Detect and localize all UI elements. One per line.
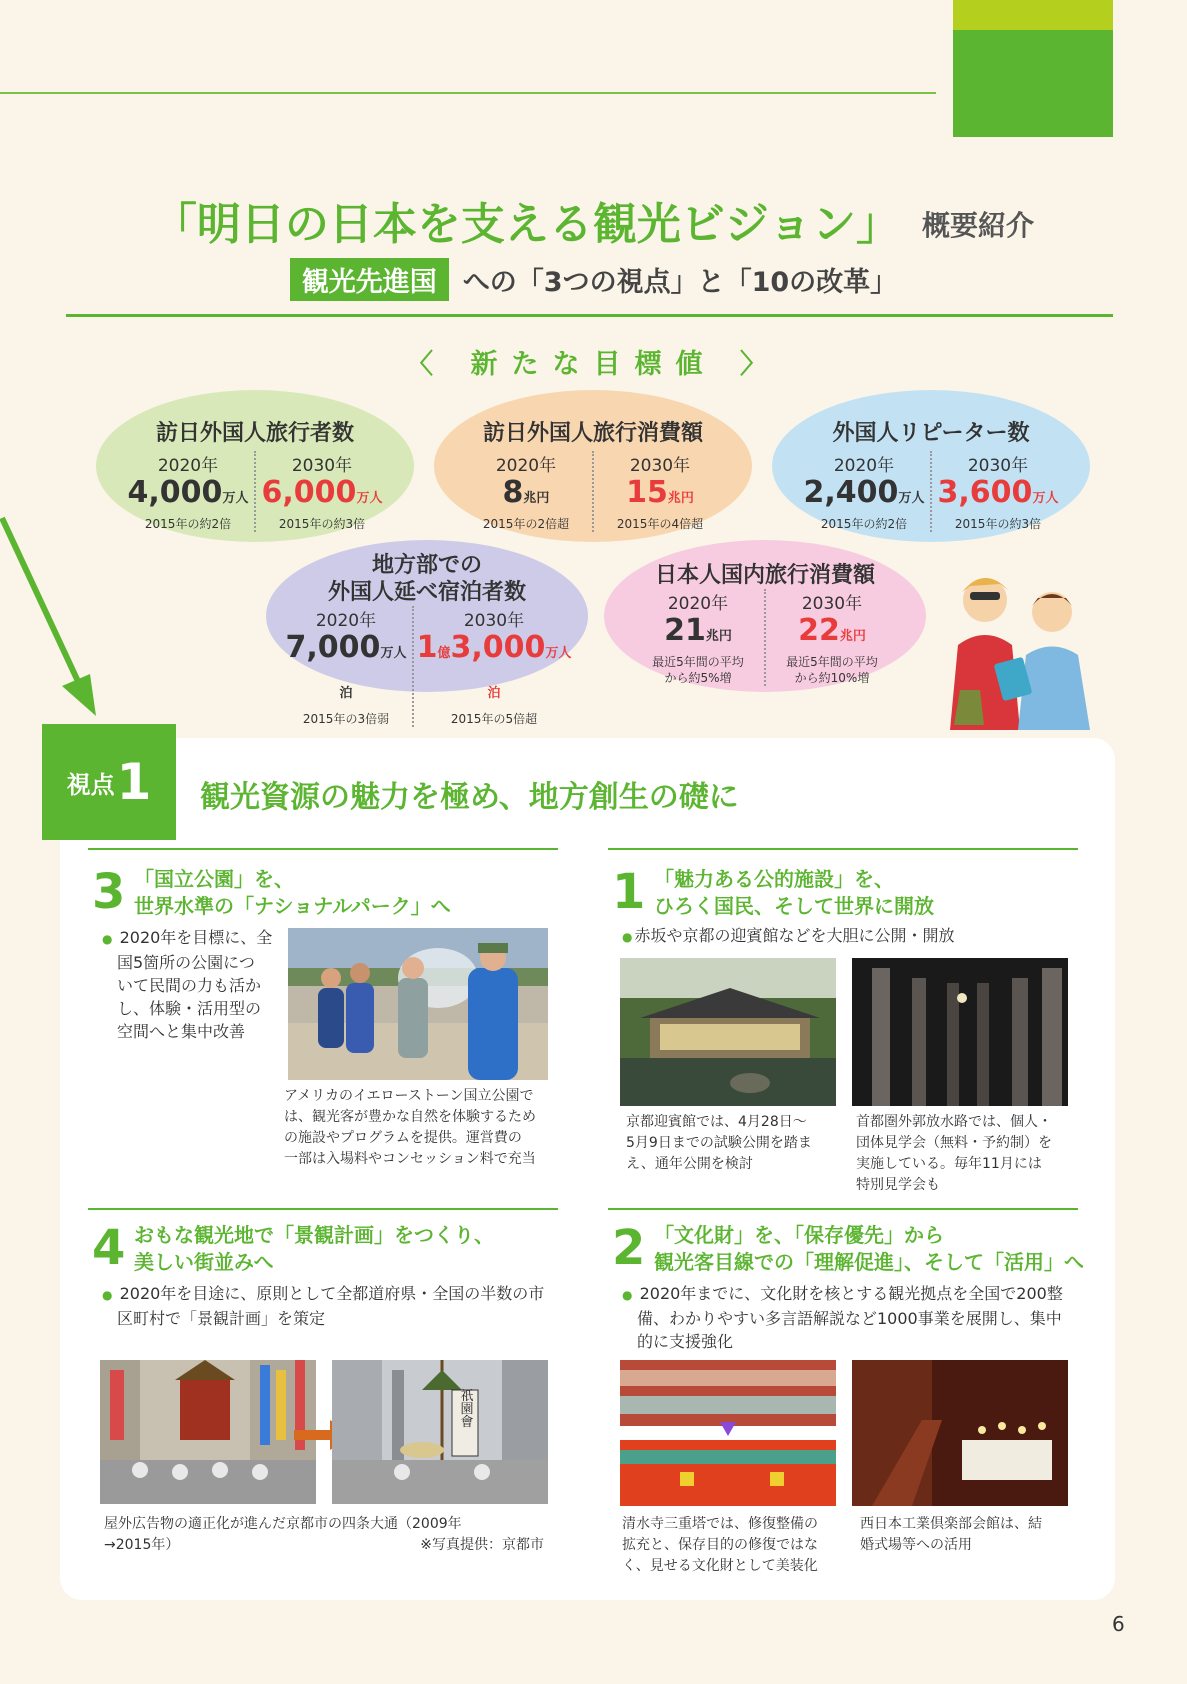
bullet-text — [622, 1282, 1092, 1353]
year: 2030年 — [463, 611, 525, 631]
year: 2020年 — [315, 611, 377, 631]
section-number: 3 — [92, 864, 126, 920]
goal-label: 訪日外国人旅行者数 — [155, 421, 354, 446]
caption-line: アメリカのイエローストーン国立公園で — [284, 1088, 534, 1104]
caption-line: 団体見学会（無料・予約制）を — [856, 1135, 1052, 1151]
bullet-text — [102, 926, 282, 1043]
unit: 万人泊 — [339, 646, 407, 701]
caption-line: は、観光客が豊かな自然を体験するため — [284, 1109, 536, 1125]
value: 8 — [502, 475, 524, 510]
page-number: 6 — [1112, 1612, 1125, 1636]
caption-line: 婚式場等への活用 — [860, 1537, 972, 1553]
subtitle-text: への「3つの視点」と「10の改革」 — [462, 267, 898, 298]
shijo-street-2015-photo — [332, 1360, 548, 1504]
year: 2030年 — [291, 456, 353, 476]
unit: 兆円 — [705, 629, 732, 644]
value: 1 — [416, 630, 438, 665]
viewpoint-number: 1 — [116, 753, 152, 811]
bullet-line: 的に支援強化 — [637, 1332, 734, 1351]
caption — [622, 1514, 842, 1577]
title-line: ひろく国民、そして世界に開放 — [654, 894, 934, 918]
note: 2015年の約3倍 — [954, 517, 1042, 531]
bullet-line: 2020年を目標に、全 — [119, 928, 273, 947]
bullet-text: ● 赤坂や京都の迎賓館などを大胆に公開・開放 — [622, 924, 1082, 949]
note: 最近5年間の平均 — [652, 655, 744, 669]
value: 3,000 — [450, 630, 546, 665]
goal-spending — [434, 390, 752, 542]
note: 最近5年間の平均 — [786, 655, 878, 669]
section-title — [134, 866, 451, 920]
section-number: 1 — [612, 864, 646, 920]
unit: 兆円 — [523, 491, 550, 506]
note: 2015年の約2倍 — [144, 517, 232, 531]
title-line: 「魅力ある公的施設」を、 — [654, 867, 894, 891]
goal-label: 外国人延べ宿泊者数 — [327, 580, 526, 605]
value: 2,400 — [803, 475, 899, 510]
section-rule — [608, 848, 1078, 850]
title-text: 「明日の日本を支える観光ビジョン」 — [152, 199, 901, 250]
value: 4,000 — [127, 475, 223, 510]
bullet-line: し、体験・活用型の — [117, 999, 262, 1018]
club-hall-photo — [852, 1360, 1068, 1506]
caption-line: く、見せる文化財として美装化 — [622, 1558, 818, 1574]
unit: 万人 — [222, 491, 249, 506]
section-rule — [88, 1208, 558, 1210]
goal-label: 日本人国内旅行消費額 — [654, 563, 875, 588]
caption-line: 屋外広告物の適正化が進んだ京都市の四条大通（2009年 — [104, 1516, 462, 1532]
caption-line: 西日本工業倶楽部会館は、結 — [860, 1516, 1042, 1532]
caption-line: →2015年） — [104, 1537, 180, 1553]
note: 2015年の約2倍 — [820, 517, 908, 531]
unit: 兆円 — [667, 491, 694, 506]
goal-visitors — [96, 390, 414, 542]
bullet-line: 2020年を目途に、原則として全都道府県・全国の半数の市 — [119, 1284, 545, 1303]
value: 22 — [798, 613, 840, 648]
goal-label: 外国人リピーター数 — [832, 421, 1030, 446]
note: 2015年の4倍超 — [616, 517, 704, 531]
value: 21 — [664, 613, 706, 648]
title-divider — [66, 314, 1113, 317]
section-title — [654, 1222, 1084, 1276]
goal-repeaters — [772, 390, 1090, 542]
note: 2015年の3倍弱 — [302, 712, 390, 726]
section-rule — [608, 1208, 1078, 1210]
caption-line: 京都迎賓館では、4月28日～ — [626, 1114, 807, 1130]
unit: 万人 — [1032, 491, 1059, 506]
bullet-line: 区町村で「景観計画」を策定 — [117, 1309, 326, 1328]
badge: 観光先進国 — [290, 258, 449, 301]
corner-accent — [953, 0, 1113, 30]
title-line: 世界水準の「ナショナルパーク」へ — [134, 894, 451, 918]
unit: 億 — [437, 646, 451, 661]
year: 2020年 — [667, 594, 729, 614]
caption — [284, 1086, 564, 1170]
goal-regional-stays — [266, 540, 588, 726]
unit: 万人 — [356, 491, 383, 506]
year: 2020年 — [495, 456, 557, 476]
caption-line: の施設やプログラムを提供。運営費の — [284, 1130, 522, 1146]
shijo-street-2009-photo — [100, 1360, 316, 1504]
goal-label: 地方部での — [371, 553, 482, 578]
note: 2015年の5倍超 — [450, 712, 538, 726]
page-subtitle — [0, 258, 1187, 301]
title-line: 「国立公園」を、 — [134, 867, 294, 891]
unit: 兆円 — [839, 629, 866, 644]
title-line: おもな観光地で「景観計画」をつくり、 — [134, 1223, 494, 1247]
goal-domestic-spending — [604, 540, 926, 692]
viewpoint-title: 観光資源の魅力を極め、地方創生の礎に — [200, 780, 739, 815]
note: 2015年の2倍超 — [482, 517, 570, 531]
tourists-illustration — [940, 560, 1100, 730]
caption-line: 実施している。毎年11月には — [856, 1156, 1042, 1172]
year: 2030年 — [967, 456, 1029, 476]
section-number: 4 — [92, 1220, 126, 1276]
year: 2020年 — [833, 456, 895, 476]
arrow-icon — [0, 510, 110, 720]
viewpoint-badge — [42, 724, 176, 840]
year: 2030年 — [629, 456, 691, 476]
title-line: 観光客目線での「理解促進」、そして「活用」へ — [654, 1250, 1084, 1274]
photo-credit: ※写真提供：京都市 — [420, 1537, 544, 1553]
bullet-line: 空間へと集中改善 — [117, 1022, 246, 1041]
caption-line: 一部は入場料やコンセッション料で充当 — [284, 1151, 536, 1167]
kiyomizu-pagoda-photo — [620, 1360, 836, 1506]
bullet-text — [102, 1282, 562, 1330]
section-rule — [88, 848, 558, 850]
unit: 万人 — [898, 491, 925, 506]
yellowstone-photo — [288, 928, 548, 1080]
caption — [860, 1514, 1080, 1556]
note: から約10%増 — [794, 671, 870, 685]
value: 15 — [626, 475, 668, 510]
title-line: 「文化財」を、「保存優先」から — [654, 1223, 944, 1247]
section-title — [134, 1222, 494, 1276]
goals-heading: 〈 新たな目標値 〉 — [406, 349, 781, 380]
caption-line: え、通年公開を検討 — [626, 1156, 753, 1172]
bullet-line: いて民間の力も活か — [117, 976, 262, 995]
sign-text: 祇園會 — [457, 1388, 473, 1428]
caption-line: 清水寺三重塔では、修復整備の — [622, 1516, 818, 1532]
discharge-channel-photo — [852, 958, 1068, 1106]
goal-label: 訪日外国人旅行消費額 — [482, 421, 703, 446]
caption-line: 首都圏外郭放水路では、個人・ — [856, 1114, 1052, 1130]
caption-line: 拡充と、保存目的の修復ではな — [622, 1537, 818, 1553]
caption — [104, 1514, 564, 1556]
caption-line: 特別見学会も — [856, 1177, 940, 1193]
section-title — [654, 866, 934, 920]
value: 7,000 — [285, 630, 381, 665]
caption — [626, 1112, 846, 1175]
caption — [856, 1112, 1086, 1196]
value: 6,000 — [261, 475, 357, 510]
unit: 万人泊 — [487, 646, 572, 701]
value: 3,600 — [937, 475, 1033, 510]
viewpoint-label: 視点 — [66, 770, 115, 799]
note: 2015年の約3倍 — [278, 517, 366, 531]
year: 2020年 — [157, 456, 219, 476]
header-rule — [0, 92, 936, 94]
note: から約5%増 — [664, 671, 732, 685]
title-line: 美しい街並みへ — [134, 1250, 274, 1274]
bullet-line: 備、わかりやすい多言語解説など1000事業を展開し、集中 — [637, 1309, 1062, 1328]
page-title — [0, 188, 1187, 252]
bullet-line: 国5箇所の公園につ — [117, 953, 255, 972]
year: 2030年 — [801, 594, 863, 614]
kyoto-guesthouse-photo — [620, 958, 836, 1106]
section-number: 2 — [612, 1220, 646, 1276]
caption-line: 5月9日までの試験公開を踏ま — [626, 1135, 812, 1151]
title-sub: 概要紹介 — [922, 209, 1035, 242]
bullet-line: 2020年までに、文化財を核とする観光拠点を全国で200整 — [639, 1284, 1063, 1303]
